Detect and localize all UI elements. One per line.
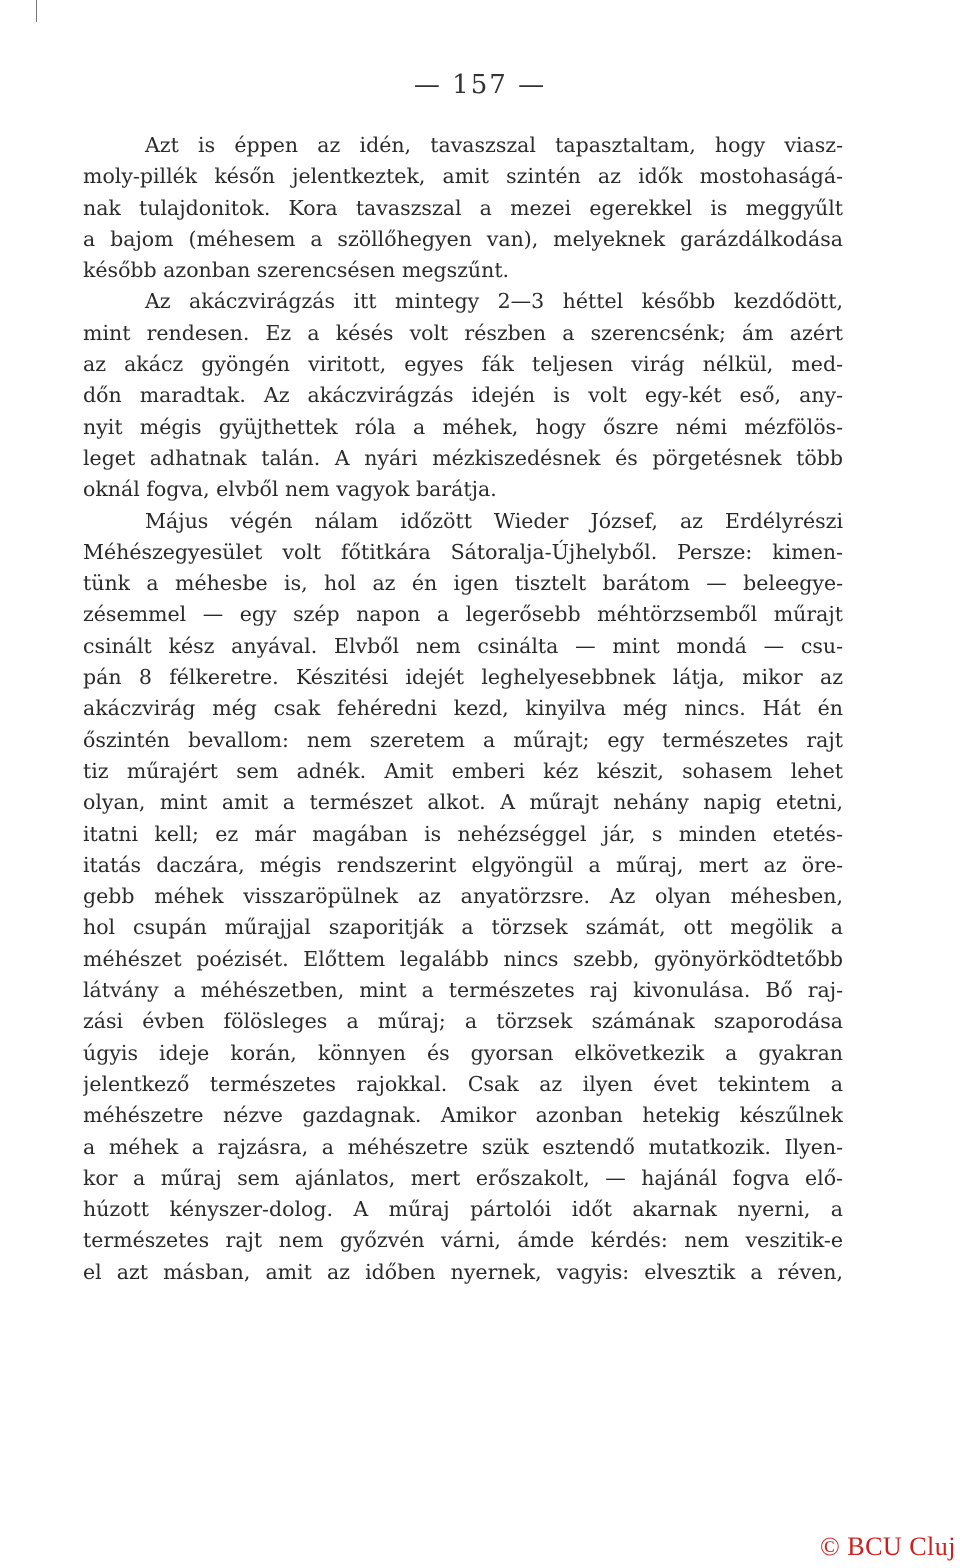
text-line: látvány a méhészetben, mint a természetes raj kivonulása. Bő raj- xyxy=(83,978,843,1003)
text-line: méhészetre nézve gazdagnak. Amikor azonban hetekig készűlnek xyxy=(83,1103,843,1128)
text-line: itatni kell; ez már magában is nehézséggel jár, s minden etetés- xyxy=(83,821,843,846)
text-line: tünk a méhesbe is, hol az én igen tisztelt barátom — beleegye- xyxy=(83,571,843,596)
text-line: úgyis ideje korán, könnyen és gyorsan elkövetkezik a gyakran xyxy=(83,1040,843,1065)
scan-edge-mark xyxy=(36,0,37,22)
text-line: nyit mégis gyüjthettek róla a méhek, hogy őszre némi mézfölös- xyxy=(83,414,843,439)
text-line: moly-pillék későn jelentkeztek, amit szintén az idők mostohaságá- xyxy=(83,164,843,189)
text-line: mint rendesen. Ez a késés volt részben a szerencsénk; ám azért xyxy=(83,320,843,345)
library-watermark: © BCU Cluj xyxy=(819,1532,956,1561)
text-line: olyan, mint amit a természet alkot. A műrajt nehány napig etetni, xyxy=(83,790,843,815)
text-line: Méhészegyesület volt főtitkára Sátoralja-Újhelyből. Persze: kimen- xyxy=(83,539,843,564)
text-line: a méhek a rajzásra, a méhészetre szük esztendő mutatkozik. Ilyen- xyxy=(83,1134,843,1159)
text-line: gebb méhek visszaröpülnek az anyatörzsre. Az olyan méhesben, xyxy=(83,884,843,909)
text-line: méhészet poézisét. Előttem legalább nincs szebb, gyönyörködtetőbb xyxy=(83,946,843,971)
text-line: zási évben fölösleges a műraj; a törzsek számának szaporodása xyxy=(83,1009,843,1034)
text-line: jelentkező természetes rajokkal. Csak az ilyen évet tekintem a xyxy=(83,1071,843,1096)
text-line: Május végén nálam időzött Wieder József, az Erdélyrészi xyxy=(145,508,843,533)
text-line: tiz műrajért sem adnék. Amit emberi kéz készit, sohasem lehet xyxy=(83,758,843,783)
text-line: kor a műraj sem ajánlatos, mert erőszakolt, — hajánál fogva elő- xyxy=(83,1165,843,1190)
text-line: zésemmel — egy szép napon a legerősebb méhtörzsemből műrajt xyxy=(83,602,843,627)
text-line: oknál fogva, elvből nem vagyok barátja. xyxy=(83,477,497,502)
body-text xyxy=(83,130,843,1288)
text-line: leget adhatnak talán. A nyári mézkiszedésnek és pörgetésnek több xyxy=(83,445,843,470)
text-line: Azt is éppen az idén, tavaszszal tapasztaltam, hogy viasz- xyxy=(145,133,843,157)
text-line: nak tulajdonitok. Kora tavaszszal a mezei egerekkel is meggyűlt xyxy=(83,195,843,220)
text-line: dőn maradtak. Az akáczvirágzás idején is volt egy-két eső, any- xyxy=(83,383,843,408)
text-line: őszintén bevallom: nem szeretem a műrajt; egy természetes rajt xyxy=(83,727,843,752)
text-line: természetes rajt nem győzvén várni, ámde kérdés: nem veszitik-e xyxy=(83,1228,843,1253)
text-line: hol csupán műrajjal szaporitják a törzsek számát, ott megölik a xyxy=(83,915,843,940)
text-line: Az akáczvirágzás itt mintegy 2—3 héttel később kezdődött, xyxy=(145,289,843,314)
text-line: az akácz gyöngén viritott, egyes fák teljesen virág nélkül, med- xyxy=(83,352,843,377)
text-line: a bajom (méhesem a szöllőhegyen van), melyeknek garázdálkodása xyxy=(83,226,843,251)
text-line: itatás daczára, mégis rendszerint elgyöngül a műraj, mert az öre- xyxy=(83,852,843,877)
text-line: pán 8 félkeretre. Készitési idejét leghelyesebbnek látja, mikor az xyxy=(83,665,843,690)
text-line: akáczvirág még csak fehéredni kezd, kinyilva még nincs. Hát én xyxy=(83,696,843,721)
text-line: húzott kényszer-dolog. A műraj pártolói időt akarnak nyerni, a xyxy=(83,1197,843,1222)
text-line: csinált kész anyával. Elvből nem csinálta — mint mondá — csu- xyxy=(83,633,843,658)
text-line: el azt másban, amit az időben nyernek, vagyis: elvesztik a réven, xyxy=(83,1259,843,1284)
page-number: — 157 — xyxy=(413,70,547,100)
text-line: később azonban szerencsésen megszűnt. xyxy=(83,258,510,283)
